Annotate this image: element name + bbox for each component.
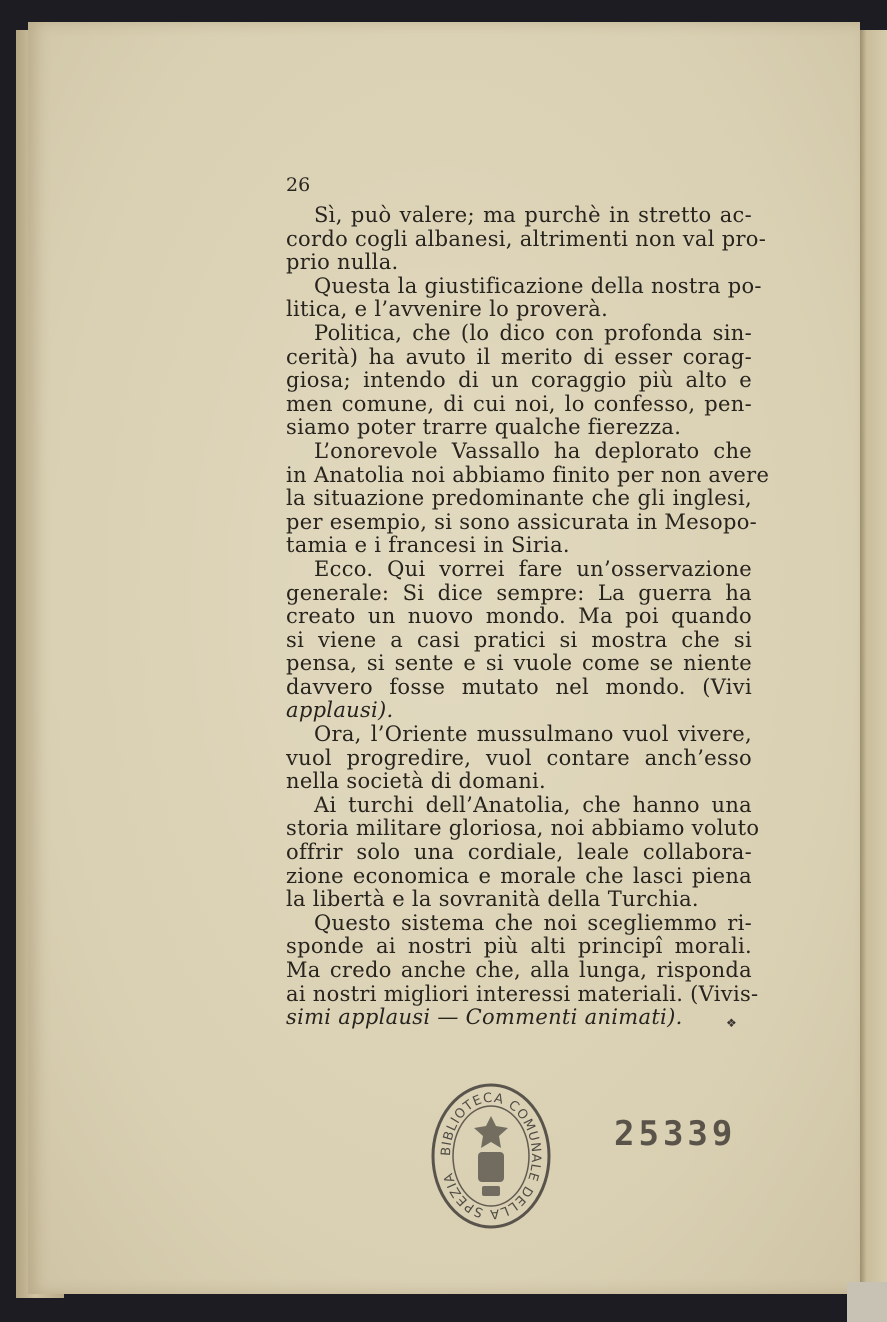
text-line: nella società di domani. bbox=[286, 769, 547, 794]
text-line: zione economica e morale che lasci piena bbox=[286, 863, 752, 888]
stamp-legend: BIBLIOTECA COMUNALE DELLA SPEZIA bbox=[438, 1090, 544, 1222]
corner-clip bbox=[847, 1282, 887, 1322]
text-line: ai nostri migliori interessi materiali. (Vivis- bbox=[286, 981, 759, 1006]
body-text bbox=[286, 203, 770, 1030]
text-line: sponde ai nostri più alti principî morali. bbox=[286, 934, 752, 959]
text-line: storia militare gloriosa, noi abbiamo voluto bbox=[286, 816, 760, 841]
text-line: generale: Si dice sempre: La guerra ha bbox=[286, 580, 752, 605]
text-line: Questa la giustificazione della nostra po- bbox=[314, 273, 762, 298]
text-line: tamia e i francesi in Siria. bbox=[286, 533, 570, 558]
text-line: giosa; intendo di un coraggio più alto e bbox=[286, 368, 752, 393]
text-line: prio nulla. bbox=[286, 250, 399, 275]
library-stamp bbox=[430, 1082, 552, 1230]
text-line: la situazione predominante che gli inglesi, bbox=[286, 486, 752, 511]
text-line: creato un nuovo mondo. Ma poi quando bbox=[286, 604, 752, 629]
text-line: Sì, può valere; ma purchè in stretto ac- bbox=[314, 203, 752, 227]
text-line: la libertà e la sovranità della Turchia. bbox=[286, 887, 699, 912]
text-line: cerità) ha avuto il merito di esser corag- bbox=[286, 344, 752, 369]
text-line: L’onorevole Vassallo ha deplorato che bbox=[314, 438, 752, 463]
text-line: cordo cogli albanesi, altrimenti non val pro- bbox=[286, 226, 767, 251]
text-line: applausi). bbox=[286, 698, 394, 723]
text-line: per esempio, si sono assicurata in Mesopo- bbox=[286, 509, 758, 534]
text-line: Questo sistema che noi scegliemmo ri- bbox=[314, 910, 752, 935]
text-line: litica, e l’avvenire lo proverà. bbox=[286, 297, 609, 322]
page-number: 26 bbox=[286, 174, 311, 196]
text-line: si viene a casi pratici si mostra che si bbox=[286, 627, 752, 652]
text-line: Politica, che (lo dico con profonda sin- bbox=[314, 320, 752, 345]
text-line: in Anatolia noi abbiamo finito per non avere bbox=[286, 462, 770, 487]
text-line: Ma credo anche che, alla lunga, risponda bbox=[286, 958, 752, 982]
text-line: offrir solo una cordiale, leale collabora- bbox=[286, 840, 752, 865]
stamp-crest-icon bbox=[474, 1116, 508, 1196]
inventory-number: 25339 bbox=[614, 1114, 737, 1154]
ornament-mark: ❖ bbox=[726, 1016, 737, 1030]
text-line: pensa, si sente e si vuole come se niente bbox=[286, 651, 752, 676]
text-line: siamo poter trarre qualche fierezza. bbox=[286, 415, 682, 440]
text-line: vuol progredire, vuol contare anch’esso bbox=[286, 745, 752, 770]
text-line: davvero fosse mutato nel mondo. (Vivi bbox=[286, 674, 752, 699]
text-line: Ora, l’Oriente mussulmano vuol vivere, bbox=[314, 722, 752, 747]
text-line: Ecco. Qui vorrei fare un’osservazione bbox=[314, 556, 752, 581]
text-line: men comune, di cui noi, lo confesso, pen- bbox=[286, 391, 752, 416]
text-line: Ai turchi dell’Anatolia, che hanno una bbox=[314, 792, 752, 817]
facing-page-edge bbox=[858, 30, 887, 1290]
text-line: simi applausi — Commenti animati). bbox=[286, 1005, 683, 1030]
